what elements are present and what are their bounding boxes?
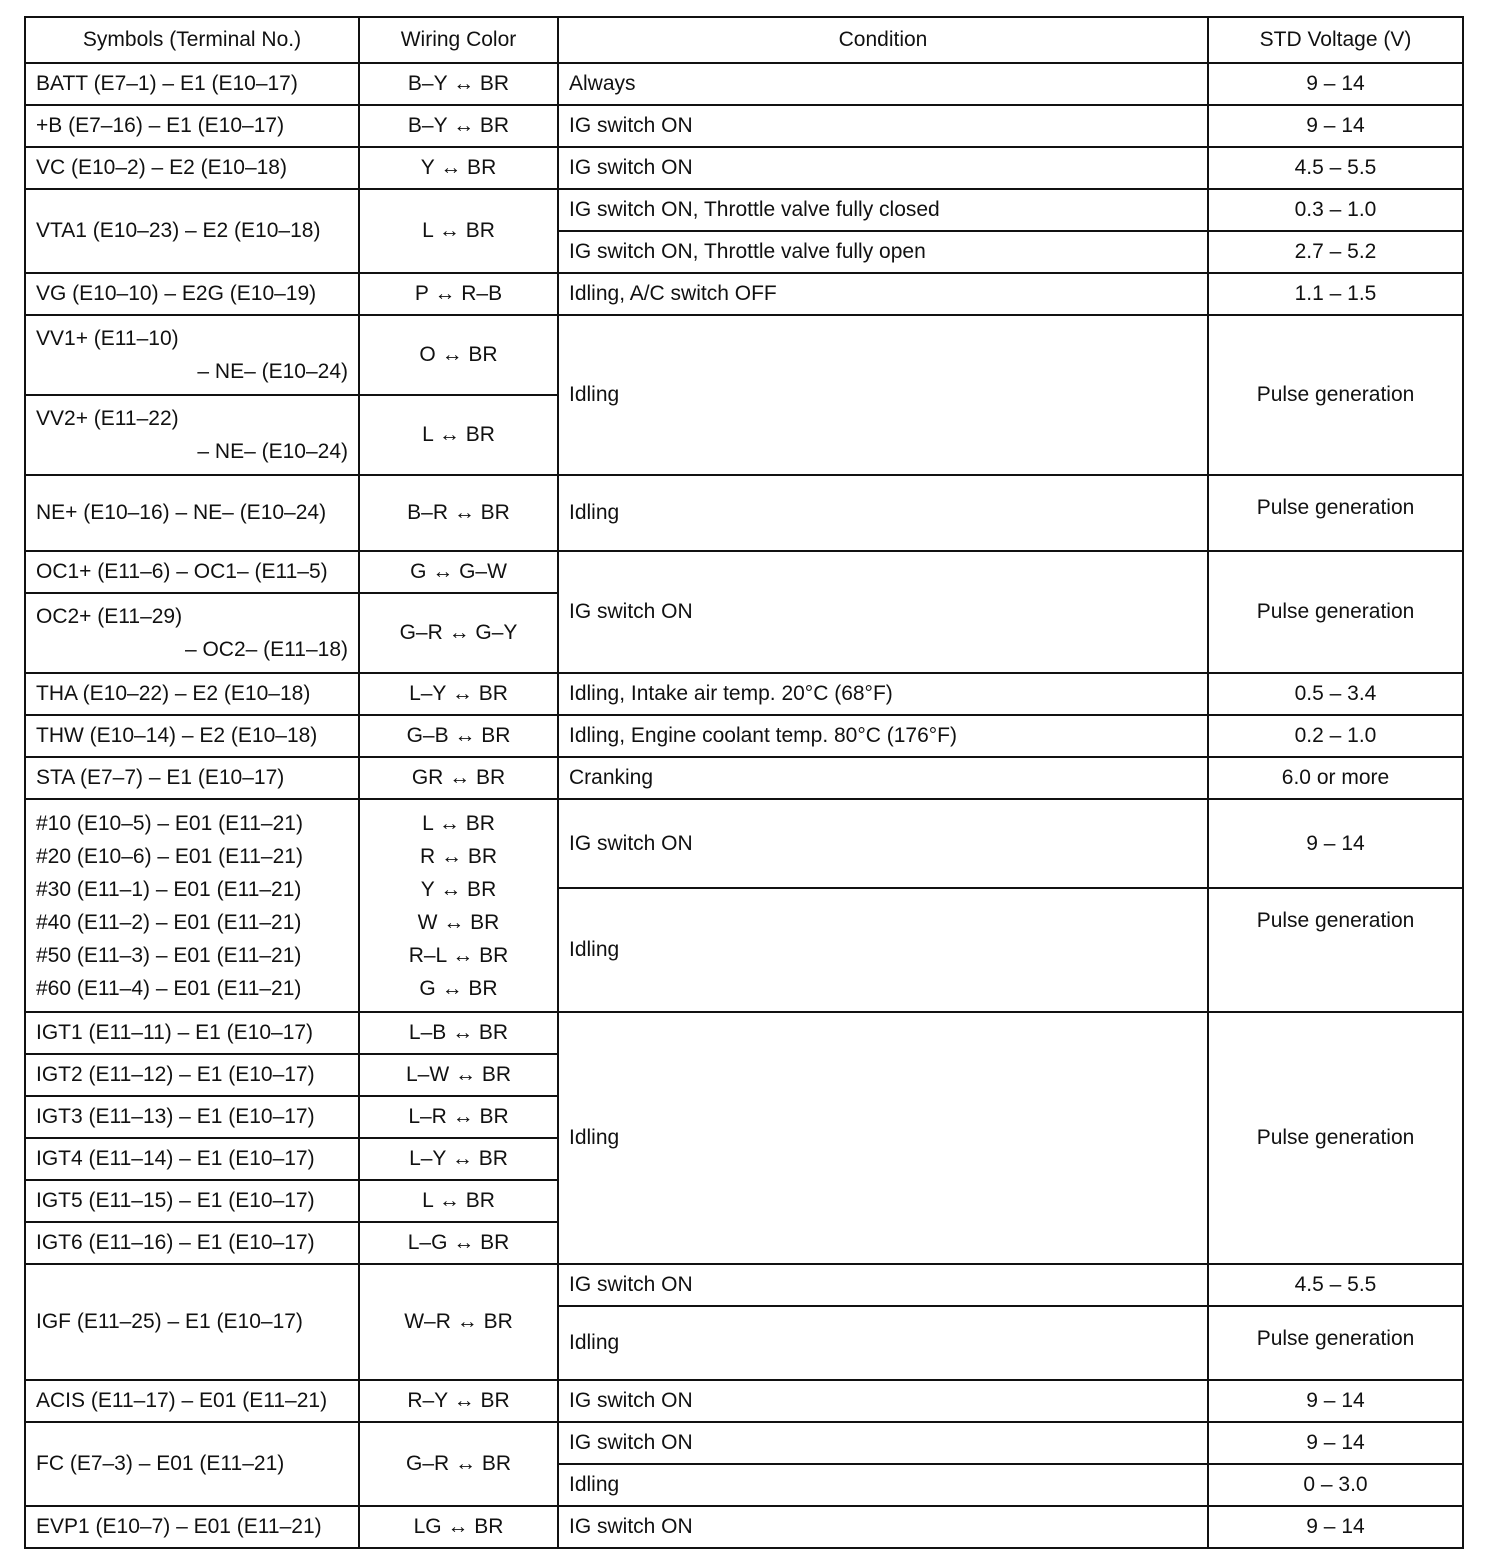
table-row	[25, 273, 1463, 315]
condition-cell: IG switch ON	[558, 1422, 1208, 1464]
voltage-cell: Pulse generation	[1208, 551, 1463, 673]
wiring-cell: L–G ↔ BR	[359, 1222, 558, 1264]
table-row	[25, 673, 1463, 715]
symbol-cell	[25, 315, 359, 395]
symbol-line: #50 (E11–3) – E01 (E11–21)	[36, 943, 302, 967]
wiring-cell: O ↔ BR	[359, 315, 558, 395]
header-std-voltage: STD Voltage (V)	[1208, 17, 1463, 63]
wiring-cell: L ↔ BR	[359, 1180, 558, 1222]
symbol-cell: THW (E10–14) – E2 (E10–18)	[25, 715, 359, 757]
table-row	[25, 715, 1463, 757]
symbol-line: OC2+ (E11–29)	[36, 605, 183, 628]
condition-cell: IG switch ON	[558, 799, 1208, 888]
wiring-cell: L–R ↔ BR	[359, 1096, 558, 1138]
symbol-line: – OC2– (E11–18)	[184, 638, 348, 661]
voltage-cell: 9 – 14	[1208, 799, 1463, 888]
condition-cell: IG switch ON	[558, 1264, 1208, 1306]
wiring-cell: L–Y ↔ BR	[359, 1138, 558, 1180]
voltage-cell: 9 – 14	[1208, 1422, 1463, 1464]
wiring-cell: B–Y ↔ BR	[359, 63, 558, 105]
symbol-line: #40 (E11–2) – E01 (E11–21)	[36, 910, 302, 934]
symbol-line: – NE– (E10–24)	[197, 360, 348, 383]
wiring-cell: B–R ↔ BR	[359, 475, 558, 551]
voltage-cell: 2.7 – 5.2	[1208, 231, 1463, 273]
wiring-line: R ↔ BR	[419, 844, 497, 868]
voltage-cell: Pulse generation	[1208, 475, 1463, 551]
condition-cell: IG switch ON	[558, 1380, 1208, 1422]
header-row	[25, 17, 1463, 63]
wiring-line: G ↔ BR	[419, 976, 498, 1000]
table-row	[25, 147, 1463, 189]
wiring-cell: G ↔ G–W	[359, 551, 558, 593]
wiring-cell: LG ↔ BR	[359, 1506, 558, 1548]
wiring-cell: P ↔ R–B	[359, 273, 558, 315]
symbol-line: #60 (E11–4) – E01 (E11–21)	[36, 976, 302, 1000]
condition-cell: IG switch ON	[558, 105, 1208, 147]
symbol-cell: VTA1 (E10–23) – E2 (E10–18)	[25, 189, 359, 273]
voltage-cell: 0.2 – 1.0	[1208, 715, 1463, 757]
symbol-line: #30 (E11–1) – E01 (E11–21)	[36, 877, 302, 901]
symbol-cell: EVP1 (E10–7) – E01 (E11–21)	[25, 1506, 359, 1548]
condition-cell: IG switch ON	[558, 147, 1208, 189]
header-symbols: Symbols (Terminal No.)	[25, 17, 359, 63]
table-row	[25, 315, 1463, 395]
table-row	[25, 551, 1463, 593]
wiring-cell	[359, 799, 558, 1012]
symbol-cell: IGT2 (E11–12) – E1 (E10–17)	[25, 1054, 359, 1096]
table-row	[25, 1380, 1463, 1422]
wiring-cell: L ↔ BR	[359, 189, 558, 273]
voltage-cell: 0 – 3.0	[1208, 1464, 1463, 1506]
condition-cell: Cranking	[558, 757, 1208, 799]
table-row	[25, 189, 1463, 231]
symbol-cell: BATT (E7–1) – E1 (E10–17)	[25, 63, 359, 105]
condition-cell: Always	[558, 63, 1208, 105]
condition-cell: Idling	[558, 475, 1208, 551]
symbol-line: – NE– (E10–24)	[197, 440, 348, 463]
condition-cell: Idling, A/C switch OFF	[558, 273, 1208, 315]
symbol-cell: IGF (E11–25) – E1 (E10–17)	[25, 1264, 359, 1380]
wiring-cell: B–Y ↔ BR	[359, 105, 558, 147]
wiring-cell: L–Y ↔ BR	[359, 673, 558, 715]
wiring-cell: G–R ↔ BR	[359, 1422, 558, 1506]
symbol-line: #20 (E10–6) – E01 (E11–21)	[36, 844, 303, 868]
wiring-cell: Y ↔ BR	[359, 147, 558, 189]
condition-cell: Idling	[558, 1306, 1208, 1380]
condition-cell: Idling, Engine coolant temp. 80°C (176°F)	[558, 715, 1208, 757]
voltage-cell: Pulse generation	[1208, 888, 1463, 1012]
condition-cell: IG switch ON	[558, 1506, 1208, 1548]
wiring-cell: R–Y ↔ BR	[359, 1380, 558, 1422]
condition-cell: Idling	[558, 1464, 1208, 1506]
voltage-cell: 0.5 – 3.4	[1208, 673, 1463, 715]
voltage-cell: 0.3 – 1.0	[1208, 189, 1463, 231]
condition-cell: IG switch ON	[558, 551, 1208, 673]
voltage-cell: 9 – 14	[1208, 63, 1463, 105]
voltage-cell: Pulse generation	[1208, 1306, 1463, 1380]
condition-cell: Idling	[558, 1012, 1208, 1264]
wiring-line: R–L ↔ BR	[408, 943, 509, 967]
voltage-cell: 9 – 14	[1208, 1380, 1463, 1422]
symbol-cell: VG (E10–10) – E2G (E10–19)	[25, 273, 359, 315]
condition-cell: IG switch ON, Throttle valve fully open	[558, 231, 1208, 273]
table-row	[25, 1264, 1463, 1306]
symbol-cell: IGT6 (E11–16) – E1 (E10–17)	[25, 1222, 359, 1264]
condition-cell: Idling	[558, 888, 1208, 1012]
symbol-line: VV1+ (E11–10)	[36, 327, 179, 350]
voltage-cell: Pulse generation	[1208, 315, 1463, 475]
condition-cell: IG switch ON, Throttle valve fully closed	[558, 189, 1208, 231]
symbol-cell: +B (E7–16) – E1 (E10–17)	[25, 105, 359, 147]
wiring-line: W ↔ BR	[417, 910, 500, 934]
symbol-cell	[25, 593, 359, 673]
header-condition: Condition	[558, 17, 1208, 63]
ecu-terminal-voltage-table	[24, 16, 1464, 1549]
wiring-line: L ↔ BR	[422, 811, 495, 835]
voltage-cell: 6.0 or more	[1208, 757, 1463, 799]
voltage-cell: Pulse generation	[1208, 1012, 1463, 1264]
voltage-cell: 9 – 14	[1208, 1506, 1463, 1548]
voltage-cell: 4.5 – 5.5	[1208, 147, 1463, 189]
symbol-cell: IGT1 (E11–11) – E1 (E10–17)	[25, 1012, 359, 1054]
table-row	[25, 105, 1463, 147]
table-row	[25, 1422, 1463, 1464]
header-wiring-color: Wiring Color	[359, 17, 558, 63]
wiring-cell: L–B ↔ BR	[359, 1012, 558, 1054]
symbol-cell: STA (E7–7) – E1 (E10–17)	[25, 757, 359, 799]
symbol-cell: FC (E7–3) – E01 (E11–21)	[25, 1422, 359, 1506]
symbol-cell: OC1+ (E11–6) – OC1– (E11–5)	[25, 551, 359, 593]
table-row	[25, 799, 1463, 888]
symbol-cell: NE+ (E10–16) – NE– (E10–24)	[25, 475, 359, 551]
symbol-cell: IGT5 (E11–15) – E1 (E10–17)	[25, 1180, 359, 1222]
wiring-cell: GR ↔ BR	[359, 757, 558, 799]
symbol-cell	[25, 799, 359, 1012]
table-row	[25, 475, 1463, 551]
voltage-cell: 9 – 14	[1208, 105, 1463, 147]
wiring-cell: L ↔ BR	[359, 395, 558, 475]
voltage-cell: 4.5 – 5.5	[1208, 1264, 1463, 1306]
symbol-cell: IGT3 (E11–13) – E1 (E10–17)	[25, 1096, 359, 1138]
symbol-cell: VC (E10–2) – E2 (E10–18)	[25, 147, 359, 189]
condition-cell: Idling	[558, 315, 1208, 475]
symbol-cell	[25, 395, 359, 475]
voltage-cell: 1.1 – 1.5	[1208, 273, 1463, 315]
symbol-line: VV2+ (E11–22)	[36, 407, 179, 430]
wiring-cell: W–R ↔ BR	[359, 1264, 558, 1380]
symbol-line: #10 (E10–5) – E01 (E11–21)	[36, 811, 303, 835]
symbol-cell: IGT4 (E11–14) – E1 (E10–17)	[25, 1138, 359, 1180]
symbol-cell: ACIS (E11–17) – E01 (E11–21)	[25, 1380, 359, 1422]
wiring-cell: G–R ↔ G–Y	[359, 593, 558, 673]
wiring-cell: G–B ↔ BR	[359, 715, 558, 757]
table-row	[25, 757, 1463, 799]
symbol-cell: THA (E10–22) – E2 (E10–18)	[25, 673, 359, 715]
table-row	[25, 1012, 1463, 1054]
wiring-line: Y ↔ BR	[420, 877, 497, 901]
table-row	[25, 1506, 1463, 1548]
table-row	[25, 63, 1463, 105]
wiring-cell: L–W ↔ BR	[359, 1054, 558, 1096]
condition-cell: Idling, Intake air temp. 20°C (68°F)	[558, 673, 1208, 715]
